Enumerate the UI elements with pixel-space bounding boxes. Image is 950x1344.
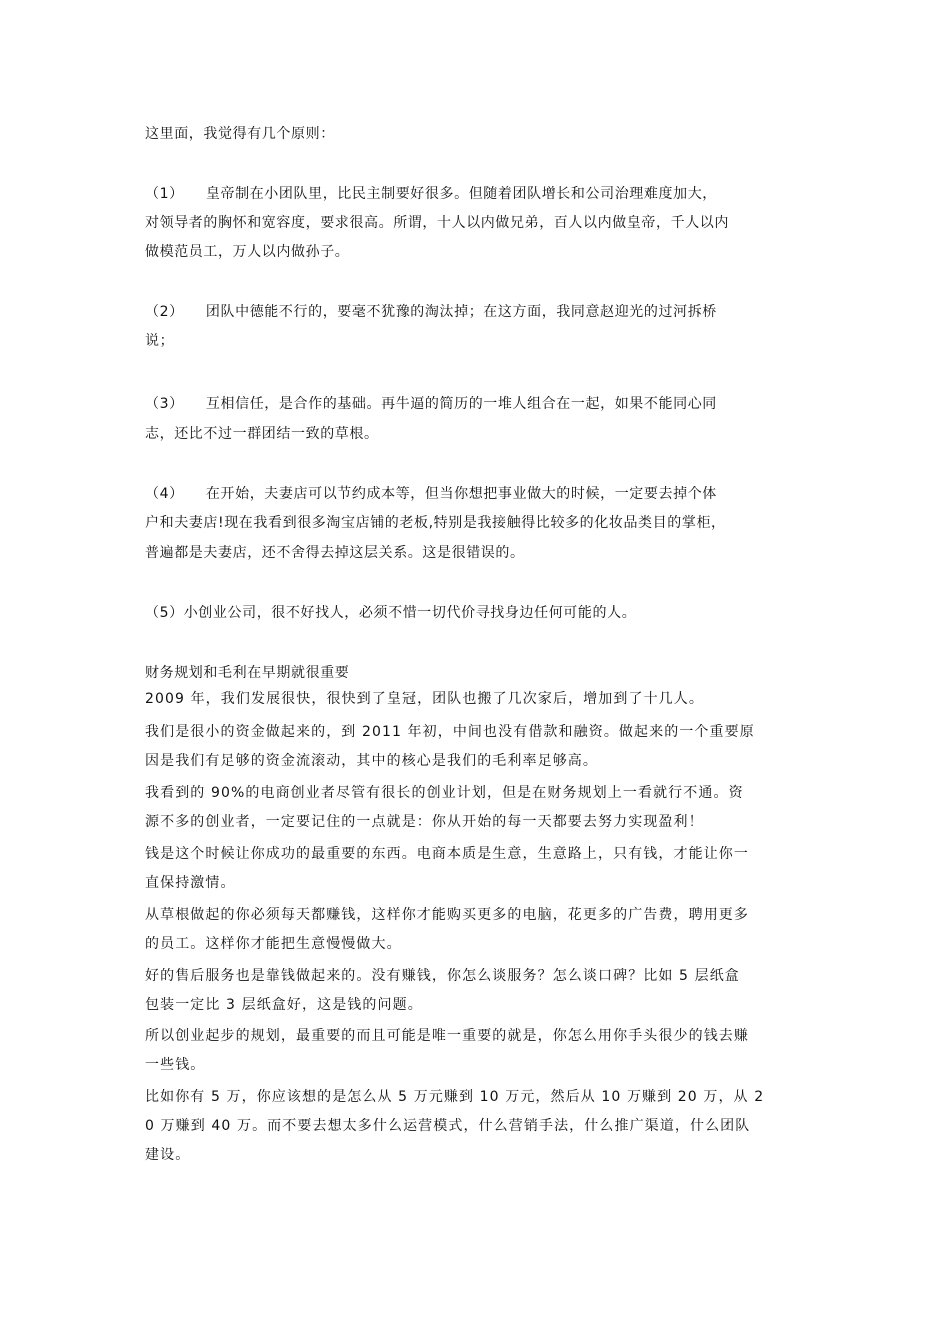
body-line: 直保持激情。 <box>145 875 236 891</box>
body-line: 0 万赚到 40 万。而不要去想太多什么运营模式，什么营销手法，什么推广渠道，什么团队 <box>145 1118 751 1134</box>
body-line: 从草根做起的你必须每天都赚钱，这样你才能购买更多的电脑，花更多的广告费，聘用更多 <box>145 907 749 923</box>
body-line: 一些钱。 <box>145 1057 206 1073</box>
principle-line: （4） 在开始，夫妻店可以节约成本等，但当你想把事业做大的时候，一定要去掉个体 <box>145 486 717 502</box>
principle-line: 户和夫妻店!现在我看到很多淘宝店铺的老板,特别是我接触得比较多的化妆品类目的掌柜， <box>145 515 726 531</box>
body-line: 2009 年，我们发展很快，很快到了皇冠，团队也搬了几次家后，增加到了十几人。 <box>145 691 704 707</box>
body-line: 所以创业起步的规划，最重要的而且可能是唯一重要的就是，你怎么用你手头很少的钱去赚 <box>145 1028 749 1044</box>
body-line: 包装一定比 3 层纸盒好，这是钱的问题。 <box>145 997 423 1013</box>
body-line: 因是我们有足够的资金流滚动，其中的核心是我们的毛利率足够高。 <box>145 753 598 769</box>
body-line: 我们是很小的资金做起来的，到 2011 年初，中间也没有借款和融资。做起来的一个重要原 <box>145 724 755 740</box>
body-line: 建设。 <box>145 1147 191 1163</box>
body-line: 钱是这个时候让你成功的最重要的东西。电商本质是生意，生意路上，只有钱，才能让你一 <box>145 846 749 862</box>
principle-line: 普遍都是夫妻店，还不舍得去掉这层关系。这是很错误的。 <box>145 545 525 561</box>
principle-line: （5）小创业公司，很不好找人，必须不惜一切代价寻找身边任何可能的人。 <box>145 605 637 621</box>
principle-line: （2） 团队中德能不行的，要毫不犹豫的淘汰掉；在这方面，我同意赵迎光的过河拆桥 <box>145 304 717 320</box>
section-title: 财务规划和毛利在早期就很重要 <box>145 665 350 681</box>
principle-line: 对领导者的胸怀和宽容度，要求很高。所谓，十人以内做兄弟，百人以内做皇帝，千人以内 <box>145 215 729 231</box>
principle-line: 做模范员工，万人以内做孙子。 <box>145 244 350 260</box>
principle-line: （3） 互相信任，是合作的基础。再牛逼的简历的一堆人组合在一起，如果不能同心同 <box>145 396 717 412</box>
principle-line: 志，还比不过一群团结一致的草根。 <box>145 426 379 442</box>
body-line: 源不多的创业者，一定要记住的一点就是：你从开始的每一天都要去努力实现盈利！ <box>145 814 704 830</box>
body-line: 好的售后服务也是靠钱做起来的。没有赚钱，你怎么谈服务？怎么谈口碑？比如 5 层纸盒 <box>145 968 740 984</box>
principle-line: （1） 皇帝制在小团队里，比民主制要好很多。但随着团队增长和公司治理难度加大， <box>145 186 717 202</box>
intro-text: 这里面，我觉得有几个原则： <box>145 126 335 142</box>
principle-line: 说； <box>145 333 175 349</box>
body-line: 我看到的 90%的电商创业者尽管有很长的创业计划，但是在财务规划上一看就行不通。资 <box>145 785 744 801</box>
body-line: 比如你有 5 万，你应该想的是怎么从 5 万元赚到 10 万元，然后从 10 万赚到 20 万，从 2 <box>145 1089 765 1105</box>
body-line: 的员工。这样你才能把生意慢慢做大。 <box>145 936 402 952</box>
